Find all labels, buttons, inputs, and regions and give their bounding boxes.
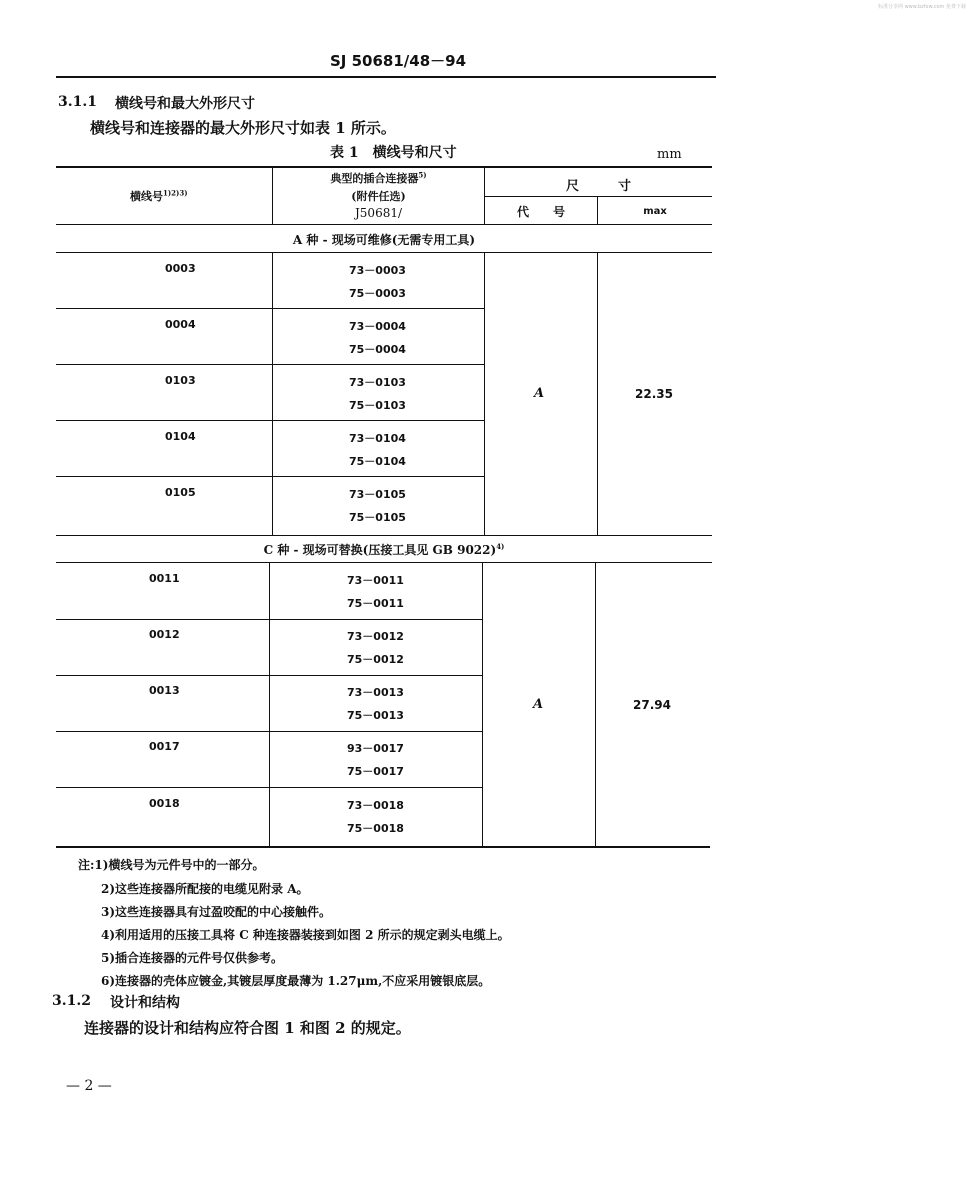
table-top-rule bbox=[56, 166, 712, 168]
note-2: 2)这些连接器所配接的电缆见附录 A。 bbox=[101, 882, 309, 896]
group-a-vline-1 bbox=[272, 253, 273, 535]
dimension-header: 尺 寸 bbox=[565, 179, 631, 194]
row-divider bbox=[56, 675, 483, 676]
header-bottom-rule bbox=[56, 224, 712, 225]
connector-number: 73－0103 bbox=[349, 376, 406, 389]
document-code: SJ 50681/48－94 bbox=[330, 52, 467, 70]
connector-number: 73－0004 bbox=[349, 320, 406, 333]
connector-number: 75－0012 bbox=[347, 653, 404, 666]
max-dimension: 27.94 bbox=[633, 698, 671, 712]
row-divider bbox=[56, 476, 485, 477]
page-number: — 2 — bbox=[66, 1078, 112, 1094]
row-divider bbox=[56, 731, 483, 732]
spec-prefix-label: J50681/ bbox=[354, 206, 403, 220]
section-title-311: 横线号和最大外形尺寸 bbox=[115, 96, 255, 112]
connector-number: 75－0003 bbox=[349, 287, 406, 300]
table-caption: 表 1 横线号和尺寸 bbox=[330, 145, 457, 161]
dash-number: 0104 bbox=[165, 430, 196, 443]
max-header: max bbox=[643, 206, 667, 217]
group-c-title: C 种 - 现场可替换(压接工具见 GB 9022)$^{4)}$ bbox=[263, 542, 505, 557]
row-divider bbox=[56, 420, 485, 421]
group-c-vline-2 bbox=[482, 563, 483, 847]
dash-number-header: 横线号$^{1)2)3)}$ bbox=[130, 188, 188, 203]
dash-number: 0105 bbox=[165, 486, 196, 499]
connector-number: 73－0104 bbox=[349, 432, 406, 445]
note-6: 6)连接器的壳体应镀金,其镀层厚度最薄为 1.27μm,不应采用镀银底层。 bbox=[101, 974, 491, 988]
connector-number: 73－0018 bbox=[347, 799, 404, 812]
dash-number: 0004 bbox=[165, 318, 196, 331]
dimension-code: A bbox=[534, 386, 545, 401]
connector-number: 73－0011 bbox=[347, 574, 404, 587]
note-4: 4)利用适用的压接工具将 C 种连接器装接到如图 2 所示的规定剥头电缆上。 bbox=[101, 928, 510, 942]
header-rule bbox=[56, 76, 716, 78]
section-text-311: 横线号和连接器的最大外形尺寸如表 1 所示。 bbox=[90, 119, 396, 137]
dash-number: 0103 bbox=[165, 374, 196, 387]
connector-number: 93－0017 bbox=[347, 742, 404, 755]
max-dimension: 22.35 bbox=[635, 387, 673, 401]
row-divider bbox=[56, 787, 483, 788]
connector-number: 75－0011 bbox=[347, 597, 404, 610]
dash-number: 0013 bbox=[149, 684, 180, 697]
dash-number: 0012 bbox=[149, 628, 180, 641]
note-5: 5)插合连接器的元件号仅供参考。 bbox=[101, 951, 284, 965]
row-divider bbox=[56, 308, 485, 309]
accessory-optional-label: (附件任选) bbox=[351, 190, 406, 203]
dash-number: 0018 bbox=[149, 797, 180, 810]
connector-number: 75－0105 bbox=[349, 511, 406, 524]
watermark: 标准分享网 www.bzfxw.com 免费下载 bbox=[878, 4, 966, 10]
connector-number: 75－0104 bbox=[349, 455, 406, 468]
dash-number: 0017 bbox=[149, 740, 180, 753]
group-a-bottom-rule bbox=[56, 535, 712, 536]
group-a-vline-2 bbox=[484, 253, 485, 535]
connector-number: 75－0004 bbox=[349, 343, 406, 356]
connector-number: 73－0013 bbox=[347, 686, 404, 699]
section-number-312: 3.1.2 bbox=[52, 993, 91, 1009]
group-c-vline-3 bbox=[595, 563, 596, 847]
section-text-312: 连接器的设计和结构应符合图 1 和图 2 的规定。 bbox=[84, 1019, 411, 1037]
dim-header-divider bbox=[484, 196, 712, 197]
dimension-code: A bbox=[533, 697, 544, 712]
connector-number: 73－0105 bbox=[349, 488, 406, 501]
section-title-312: 设计和结构 bbox=[110, 995, 180, 1011]
connector-number: 75－0103 bbox=[349, 399, 406, 412]
table-unit: mm bbox=[657, 147, 682, 162]
connector-number: 73－0003 bbox=[349, 264, 406, 277]
code-header: 代 号 bbox=[516, 205, 565, 219]
row-divider bbox=[56, 619, 483, 620]
dash-number: 0011 bbox=[149, 572, 180, 585]
table-bottom-rule bbox=[56, 846, 710, 848]
group-c-top-rule bbox=[56, 562, 712, 563]
connector-number: 75－0013 bbox=[347, 709, 404, 722]
connector-number: 75－0017 bbox=[347, 765, 404, 778]
note-3: 3)这些连接器具有过盈咬配的中心接触件。 bbox=[101, 905, 332, 919]
group-a-vline-3 bbox=[597, 253, 598, 535]
row-divider bbox=[56, 364, 485, 365]
dash-number: 0003 bbox=[165, 262, 196, 275]
connector-number: 73－0012 bbox=[347, 630, 404, 643]
note-1: 注:1)横线号为元件号中的一部分。 bbox=[78, 858, 265, 872]
group-a-top-rule bbox=[56, 252, 712, 253]
connector-number: 75－0018 bbox=[347, 822, 404, 835]
group-c-vline-1 bbox=[269, 563, 270, 847]
group-a-title: A 种 - 现场可维修(无需专用工具) bbox=[292, 233, 476, 247]
section-number-311: 3.1.1 bbox=[58, 94, 97, 110]
mating-connector-header: 典型的插合连接器$^{5)}$ bbox=[330, 170, 427, 185]
